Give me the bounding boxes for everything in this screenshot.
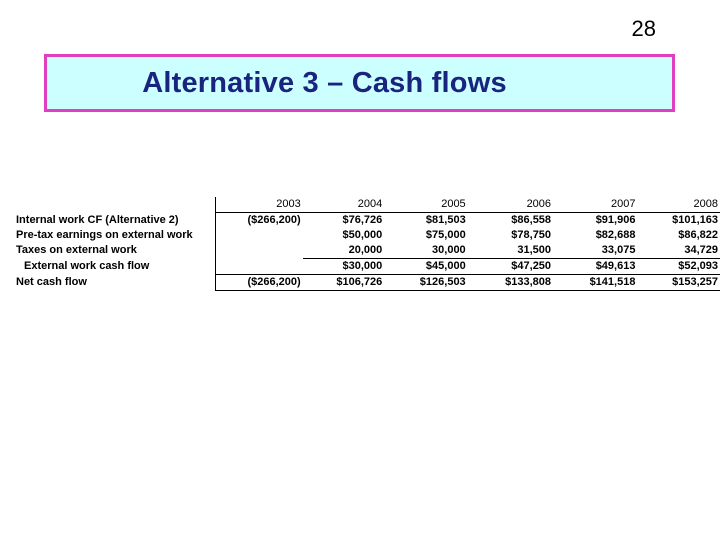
year-header: 2007 xyxy=(553,197,637,213)
table-cell: $76,726 xyxy=(342,214,383,226)
table-cell: $91,906 xyxy=(595,214,636,226)
table-cell: 34,729 xyxy=(637,243,720,259)
table-row xyxy=(14,228,720,243)
year-header-row xyxy=(14,197,720,213)
table-cell: $47,250 xyxy=(468,259,553,275)
row-label: Taxes on external work xyxy=(16,244,137,257)
table-cell: 30,000 xyxy=(384,243,467,259)
table-cell: $78,750 xyxy=(511,229,552,241)
table-row xyxy=(14,243,720,259)
table-cell: 33,075 xyxy=(553,243,637,259)
table-row xyxy=(14,213,720,229)
year-header: 2004 xyxy=(303,197,385,213)
year-header: 2003 xyxy=(216,197,303,213)
table-cell: ($266,200) xyxy=(216,275,303,291)
year-header: 2006 xyxy=(468,197,553,213)
table-cell: $30,000 xyxy=(303,259,385,275)
table-cell: $153,257 xyxy=(637,275,720,291)
table-cell: $101,163 xyxy=(672,214,718,226)
row-label: Internal work CF (Alternative 2) xyxy=(16,213,179,226)
table-cell: 31,500 xyxy=(468,243,553,259)
table-cell: $75,000 xyxy=(425,229,466,241)
table-row xyxy=(14,259,720,275)
table-cell xyxy=(216,243,303,259)
table-cell: $45,000 xyxy=(384,259,467,275)
table-cell xyxy=(216,259,303,275)
page-number: 28 xyxy=(631,16,656,41)
table-cell: $81,503 xyxy=(425,214,466,226)
table-cell: $52,093 xyxy=(637,259,720,275)
table-cell: $86,822 xyxy=(678,229,718,241)
year-header: 2008 xyxy=(637,197,720,213)
table-cell: ($266,200) xyxy=(216,213,303,229)
table-cell: 20,000 xyxy=(303,243,385,259)
row-label: External work cash flow xyxy=(24,260,150,272)
table-cell: $86,558 xyxy=(511,214,552,226)
table-cell: $50,000 xyxy=(342,229,383,241)
table-row-total xyxy=(14,275,720,291)
title-banner xyxy=(44,54,675,112)
table-cell: $133,808 xyxy=(468,275,553,291)
cash-flow-table xyxy=(14,197,720,291)
row-label: Pre-tax earnings on external work xyxy=(16,229,193,241)
table-cell: $49,613 xyxy=(553,259,637,275)
header-spacer xyxy=(14,197,216,213)
table-cell: $82,688 xyxy=(595,229,636,241)
year-header: 2005 xyxy=(384,197,467,213)
slide-title: Alternative 3 – Cash flows xyxy=(142,66,507,99)
row-label: Net cash flow xyxy=(16,276,87,288)
table-cell xyxy=(216,228,303,243)
table-cell: $141,518 xyxy=(553,275,637,291)
table-cell: $106,726 xyxy=(303,275,385,291)
table-cell: $126,503 xyxy=(384,275,467,291)
